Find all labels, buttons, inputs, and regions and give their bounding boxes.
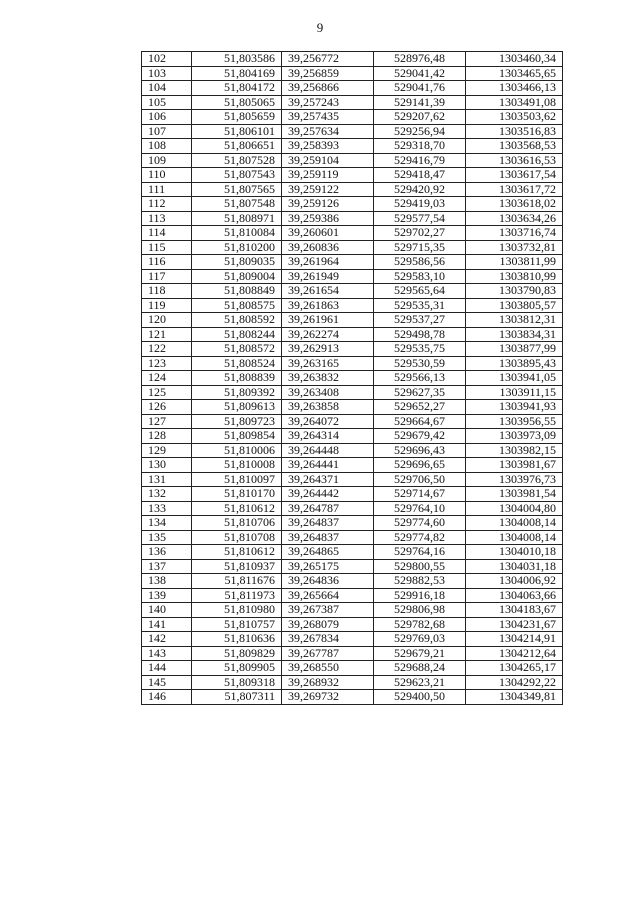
latitude-cell: 51,810008 [192, 458, 282, 473]
x-coordinate-cell: 529664,67 [374, 414, 466, 429]
longitude-cell: 39,264787 [282, 501, 374, 516]
latitude-cell: 51,806101 [192, 124, 282, 139]
y-coordinate-cell: 1304349,81 [466, 690, 563, 705]
table-row [142, 226, 563, 241]
x-coordinate-cell: 529418,47 [374, 168, 466, 183]
y-coordinate-cell: 1303790,83 [466, 284, 563, 299]
point-number-cell: 132 [142, 487, 192, 502]
longitude-cell: 39,262274 [282, 327, 374, 342]
longitude-cell: 39,264837 [282, 530, 374, 545]
longitude-cell: 39,256866 [282, 81, 374, 96]
point-number-cell: 105 [142, 95, 192, 110]
longitude-cell: 39,265175 [282, 559, 374, 574]
point-number-cell: 145 [142, 675, 192, 690]
table-row [142, 545, 563, 560]
table-row [142, 95, 563, 110]
y-coordinate-cell: 1303460,34 [466, 52, 563, 67]
latitude-cell: 51,805065 [192, 95, 282, 110]
latitude-cell: 51,810757 [192, 617, 282, 632]
latitude-cell: 51,810708 [192, 530, 282, 545]
table-row [142, 458, 563, 473]
longitude-cell: 39,264371 [282, 472, 374, 487]
y-coordinate-cell: 1303811,99 [466, 255, 563, 270]
point-number-cell: 108 [142, 139, 192, 154]
y-coordinate-cell: 1303516,83 [466, 124, 563, 139]
x-coordinate-cell: 529769,03 [374, 632, 466, 647]
table-row [142, 501, 563, 516]
x-coordinate-cell: 529706,50 [374, 472, 466, 487]
point-number-cell: 115 [142, 240, 192, 255]
longitude-cell: 39,264837 [282, 516, 374, 531]
table-row [142, 284, 563, 299]
y-coordinate-cell: 1303618,02 [466, 197, 563, 212]
point-number-cell: 129 [142, 443, 192, 458]
table-row [142, 327, 563, 342]
x-coordinate-cell: 529041,76 [374, 81, 466, 96]
y-coordinate-cell: 1304063,66 [466, 588, 563, 603]
x-coordinate-cell: 529530,59 [374, 356, 466, 371]
x-coordinate-cell: 529702,27 [374, 226, 466, 241]
latitude-cell: 51,810937 [192, 559, 282, 574]
longitude-cell: 39,263858 [282, 400, 374, 415]
x-coordinate-cell: 529764,10 [374, 501, 466, 516]
y-coordinate-cell: 1303491,08 [466, 95, 563, 110]
y-coordinate-cell: 1303982,15 [466, 443, 563, 458]
table-row [142, 516, 563, 531]
x-coordinate-cell: 529420,92 [374, 182, 466, 197]
point-number-cell: 103 [142, 66, 192, 81]
latitude-cell: 51,807548 [192, 197, 282, 212]
longitude-cell: 39,257243 [282, 95, 374, 110]
y-coordinate-cell: 1304231,67 [466, 617, 563, 632]
table-row [142, 255, 563, 270]
y-coordinate-cell: 1303981,54 [466, 487, 563, 502]
longitude-cell: 39,257435 [282, 110, 374, 125]
table-row [142, 168, 563, 183]
x-coordinate-cell: 529419,03 [374, 197, 466, 212]
latitude-cell: 51,807311 [192, 690, 282, 705]
y-coordinate-cell: 1303732,81 [466, 240, 563, 255]
longitude-cell: 39,268079 [282, 617, 374, 632]
latitude-cell: 51,810084 [192, 226, 282, 241]
coordinates-table [141, 51, 563, 705]
point-number-cell: 109 [142, 153, 192, 168]
y-coordinate-cell: 1303617,54 [466, 168, 563, 183]
table-row [142, 400, 563, 415]
y-coordinate-cell: 1303834,31 [466, 327, 563, 342]
latitude-cell: 51,810612 [192, 501, 282, 516]
longitude-cell: 39,259119 [282, 168, 374, 183]
x-coordinate-cell: 529583,10 [374, 269, 466, 284]
longitude-cell: 39,261863 [282, 298, 374, 313]
point-number-cell: 113 [142, 211, 192, 226]
longitude-cell: 39,264072 [282, 414, 374, 429]
latitude-cell: 51,809004 [192, 269, 282, 284]
y-coordinate-cell: 1303895,43 [466, 356, 563, 371]
latitude-cell: 51,809392 [192, 385, 282, 400]
point-number-cell: 130 [142, 458, 192, 473]
x-coordinate-cell: 529916,18 [374, 588, 466, 603]
y-coordinate-cell: 1303941,05 [466, 371, 563, 386]
longitude-cell: 39,264448 [282, 443, 374, 458]
point-number-cell: 117 [142, 269, 192, 284]
y-coordinate-cell: 1303466,13 [466, 81, 563, 96]
table-row [142, 153, 563, 168]
point-number-cell: 124 [142, 371, 192, 386]
latitude-cell: 51,804169 [192, 66, 282, 81]
latitude-cell: 51,809613 [192, 400, 282, 415]
table-row [142, 574, 563, 589]
table-row [142, 298, 563, 313]
table-row [142, 429, 563, 444]
table-row [142, 124, 563, 139]
longitude-cell: 39,267387 [282, 603, 374, 618]
longitude-cell: 39,269732 [282, 690, 374, 705]
point-number-cell: 111 [142, 182, 192, 197]
longitude-cell: 39,261964 [282, 255, 374, 270]
longitude-cell: 39,262913 [282, 342, 374, 357]
x-coordinate-cell: 529041,42 [374, 66, 466, 81]
point-number-cell: 123 [142, 356, 192, 371]
y-coordinate-cell: 1303617,72 [466, 182, 563, 197]
latitude-cell: 51,810170 [192, 487, 282, 502]
table-row [142, 414, 563, 429]
latitude-cell: 51,808849 [192, 284, 282, 299]
table-row [142, 139, 563, 154]
latitude-cell: 51,809035 [192, 255, 282, 270]
longitude-cell: 39,264314 [282, 429, 374, 444]
table-row [142, 197, 563, 212]
latitude-cell: 51,809829 [192, 646, 282, 661]
point-number-cell: 110 [142, 168, 192, 183]
y-coordinate-cell: 1303981,67 [466, 458, 563, 473]
table-row [142, 690, 563, 705]
y-coordinate-cell: 1304214,91 [466, 632, 563, 647]
point-number-cell: 112 [142, 197, 192, 212]
x-coordinate-cell: 529535,75 [374, 342, 466, 357]
table-row [142, 371, 563, 386]
longitude-cell: 39,263832 [282, 371, 374, 386]
y-coordinate-cell: 1303634,26 [466, 211, 563, 226]
x-coordinate-cell: 529141,39 [374, 95, 466, 110]
table-row [142, 81, 563, 96]
point-number-cell: 128 [142, 429, 192, 444]
y-coordinate-cell: 1303503,62 [466, 110, 563, 125]
point-number-cell: 116 [142, 255, 192, 270]
longitude-cell: 39,259104 [282, 153, 374, 168]
y-coordinate-cell: 1304010,18 [466, 545, 563, 560]
x-coordinate-cell: 529207,62 [374, 110, 466, 125]
table-row [142, 182, 563, 197]
latitude-cell: 51,810636 [192, 632, 282, 647]
latitude-cell: 51,808839 [192, 371, 282, 386]
longitude-cell: 39,260601 [282, 226, 374, 241]
x-coordinate-cell: 529696,65 [374, 458, 466, 473]
x-coordinate-cell: 529800,55 [374, 559, 466, 574]
longitude-cell: 39,268550 [282, 661, 374, 676]
y-coordinate-cell: 1303877,99 [466, 342, 563, 357]
latitude-cell: 51,811973 [192, 588, 282, 603]
y-coordinate-cell: 1303810,99 [466, 269, 563, 284]
y-coordinate-cell: 1303941,93 [466, 400, 563, 415]
latitude-cell: 51,805659 [192, 110, 282, 125]
latitude-cell: 51,804172 [192, 81, 282, 96]
latitude-cell: 51,809318 [192, 675, 282, 690]
table-row [142, 472, 563, 487]
point-number-cell: 131 [142, 472, 192, 487]
x-coordinate-cell: 529679,21 [374, 646, 466, 661]
longitude-cell: 39,256859 [282, 66, 374, 81]
longitude-cell: 39,264442 [282, 487, 374, 502]
longitude-cell: 39,261654 [282, 284, 374, 299]
table-row [142, 487, 563, 502]
table-row [142, 646, 563, 661]
longitude-cell: 39,256772 [282, 52, 374, 67]
table-row [142, 211, 563, 226]
y-coordinate-cell: 1304031,18 [466, 559, 563, 574]
y-coordinate-cell: 1304004,80 [466, 501, 563, 516]
longitude-cell: 39,259386 [282, 211, 374, 226]
y-coordinate-cell: 1303616,53 [466, 153, 563, 168]
latitude-cell: 51,808592 [192, 313, 282, 328]
y-coordinate-cell: 1303911,15 [466, 385, 563, 400]
table-row [142, 313, 563, 328]
x-coordinate-cell: 529537,27 [374, 313, 466, 328]
point-number-cell: 138 [142, 574, 192, 589]
table-body [142, 52, 563, 705]
latitude-cell: 51,807543 [192, 168, 282, 183]
point-number-cell: 122 [142, 342, 192, 357]
longitude-cell: 39,264836 [282, 574, 374, 589]
point-number-cell: 135 [142, 530, 192, 545]
x-coordinate-cell: 529577,54 [374, 211, 466, 226]
point-number-cell: 127 [142, 414, 192, 429]
longitude-cell: 39,263165 [282, 356, 374, 371]
point-number-cell: 133 [142, 501, 192, 516]
longitude-cell: 39,267834 [282, 632, 374, 647]
x-coordinate-cell: 529774,60 [374, 516, 466, 531]
point-number-cell: 137 [142, 559, 192, 574]
x-coordinate-cell: 529565,64 [374, 284, 466, 299]
point-number-cell: 125 [142, 385, 192, 400]
longitude-cell: 39,268932 [282, 675, 374, 690]
latitude-cell: 51,810980 [192, 603, 282, 618]
x-coordinate-cell: 529696,43 [374, 443, 466, 458]
point-number-cell: 104 [142, 81, 192, 96]
x-coordinate-cell: 529882,53 [374, 574, 466, 589]
x-coordinate-cell: 529652,27 [374, 400, 466, 415]
y-coordinate-cell: 1303805,57 [466, 298, 563, 313]
point-number-cell: 106 [142, 110, 192, 125]
page-number: 9 [316, 20, 324, 35]
latitude-cell: 51,807565 [192, 182, 282, 197]
latitude-cell: 51,810006 [192, 443, 282, 458]
y-coordinate-cell: 1303716,74 [466, 226, 563, 241]
point-number-cell: 126 [142, 400, 192, 415]
latitude-cell: 51,811676 [192, 574, 282, 589]
y-coordinate-cell: 1303812,31 [466, 313, 563, 328]
y-coordinate-cell: 1304008,14 [466, 530, 563, 545]
x-coordinate-cell: 529627,35 [374, 385, 466, 400]
point-number-cell: 120 [142, 313, 192, 328]
latitude-cell: 51,808971 [192, 211, 282, 226]
y-coordinate-cell: 1303973,09 [466, 429, 563, 444]
table-row [142, 617, 563, 632]
point-number-cell: 118 [142, 284, 192, 299]
point-number-cell: 142 [142, 632, 192, 647]
latitude-cell: 51,808524 [192, 356, 282, 371]
latitude-cell: 51,808572 [192, 342, 282, 357]
longitude-cell: 39,261961 [282, 313, 374, 328]
table-row [142, 385, 563, 400]
x-coordinate-cell: 529318,70 [374, 139, 466, 154]
x-coordinate-cell: 529416,79 [374, 153, 466, 168]
longitude-cell: 39,264441 [282, 458, 374, 473]
longitude-cell: 39,259126 [282, 197, 374, 212]
point-number-cell: 140 [142, 603, 192, 618]
table-row [142, 443, 563, 458]
x-coordinate-cell: 529535,31 [374, 298, 466, 313]
y-coordinate-cell: 1303465,65 [466, 66, 563, 81]
table-row [142, 661, 563, 676]
longitude-cell: 39,258393 [282, 139, 374, 154]
latitude-cell: 51,810097 [192, 472, 282, 487]
x-coordinate-cell: 529688,24 [374, 661, 466, 676]
latitude-cell: 51,807528 [192, 153, 282, 168]
point-number-cell: 144 [142, 661, 192, 676]
latitude-cell: 51,809723 [192, 414, 282, 429]
longitude-cell: 39,257634 [282, 124, 374, 139]
x-coordinate-cell: 528976,48 [374, 52, 466, 67]
y-coordinate-cell: 1304006,92 [466, 574, 563, 589]
longitude-cell: 39,264865 [282, 545, 374, 560]
table-row [142, 52, 563, 67]
longitude-cell: 39,259122 [282, 182, 374, 197]
longitude-cell: 39,265664 [282, 588, 374, 603]
y-coordinate-cell: 1303976,73 [466, 472, 563, 487]
table-row [142, 240, 563, 255]
x-coordinate-cell: 529679,42 [374, 429, 466, 444]
y-coordinate-cell: 1303956,55 [466, 414, 563, 429]
point-number-cell: 121 [142, 327, 192, 342]
table-row [142, 675, 563, 690]
x-coordinate-cell: 529764,16 [374, 545, 466, 560]
point-number-cell: 134 [142, 516, 192, 531]
latitude-cell: 51,803586 [192, 52, 282, 67]
point-number-cell: 139 [142, 588, 192, 603]
point-number-cell: 102 [142, 52, 192, 67]
x-coordinate-cell: 529256,94 [374, 124, 466, 139]
latitude-cell: 51,810612 [192, 545, 282, 560]
y-coordinate-cell: 1304212,64 [466, 646, 563, 661]
point-number-cell: 119 [142, 298, 192, 313]
point-number-cell: 107 [142, 124, 192, 139]
longitude-cell: 39,263408 [282, 385, 374, 400]
latitude-cell: 51,810200 [192, 240, 282, 255]
x-coordinate-cell: 529623,21 [374, 675, 466, 690]
point-number-cell: 143 [142, 646, 192, 661]
y-coordinate-cell: 1304008,14 [466, 516, 563, 531]
table-row [142, 342, 563, 357]
x-coordinate-cell: 529774,82 [374, 530, 466, 545]
x-coordinate-cell: 529715,35 [374, 240, 466, 255]
latitude-cell: 51,806651 [192, 139, 282, 154]
longitude-cell: 39,260836 [282, 240, 374, 255]
table-row [142, 66, 563, 81]
point-number-cell: 141 [142, 617, 192, 632]
latitude-cell: 51,808575 [192, 298, 282, 313]
latitude-cell: 51,808244 [192, 327, 282, 342]
table-row [142, 632, 563, 647]
latitude-cell: 51,810706 [192, 516, 282, 531]
point-number-cell: 146 [142, 690, 192, 705]
x-coordinate-cell: 529714,67 [374, 487, 466, 502]
x-coordinate-cell: 529566,13 [374, 371, 466, 386]
x-coordinate-cell: 529586,56 [374, 255, 466, 270]
x-coordinate-cell: 529806,98 [374, 603, 466, 618]
x-coordinate-cell: 529782,68 [374, 617, 466, 632]
point-number-cell: 136 [142, 545, 192, 560]
table-row [142, 356, 563, 371]
table-row [142, 269, 563, 284]
table-row [142, 559, 563, 574]
y-coordinate-cell: 1303568,53 [466, 139, 563, 154]
longitude-cell: 39,267787 [282, 646, 374, 661]
x-coordinate-cell: 529498,78 [374, 327, 466, 342]
table-row [142, 530, 563, 545]
x-coordinate-cell: 529400,50 [374, 690, 466, 705]
longitude-cell: 39,261949 [282, 269, 374, 284]
point-number-cell: 114 [142, 226, 192, 241]
y-coordinate-cell: 1304265,17 [466, 661, 563, 676]
table-row [142, 110, 563, 125]
y-coordinate-cell: 1304183,67 [466, 603, 563, 618]
y-coordinate-cell: 1304292,22 [466, 675, 563, 690]
latitude-cell: 51,809854 [192, 429, 282, 444]
table-row [142, 603, 563, 618]
table-row [142, 588, 563, 603]
latitude-cell: 51,809905 [192, 661, 282, 676]
